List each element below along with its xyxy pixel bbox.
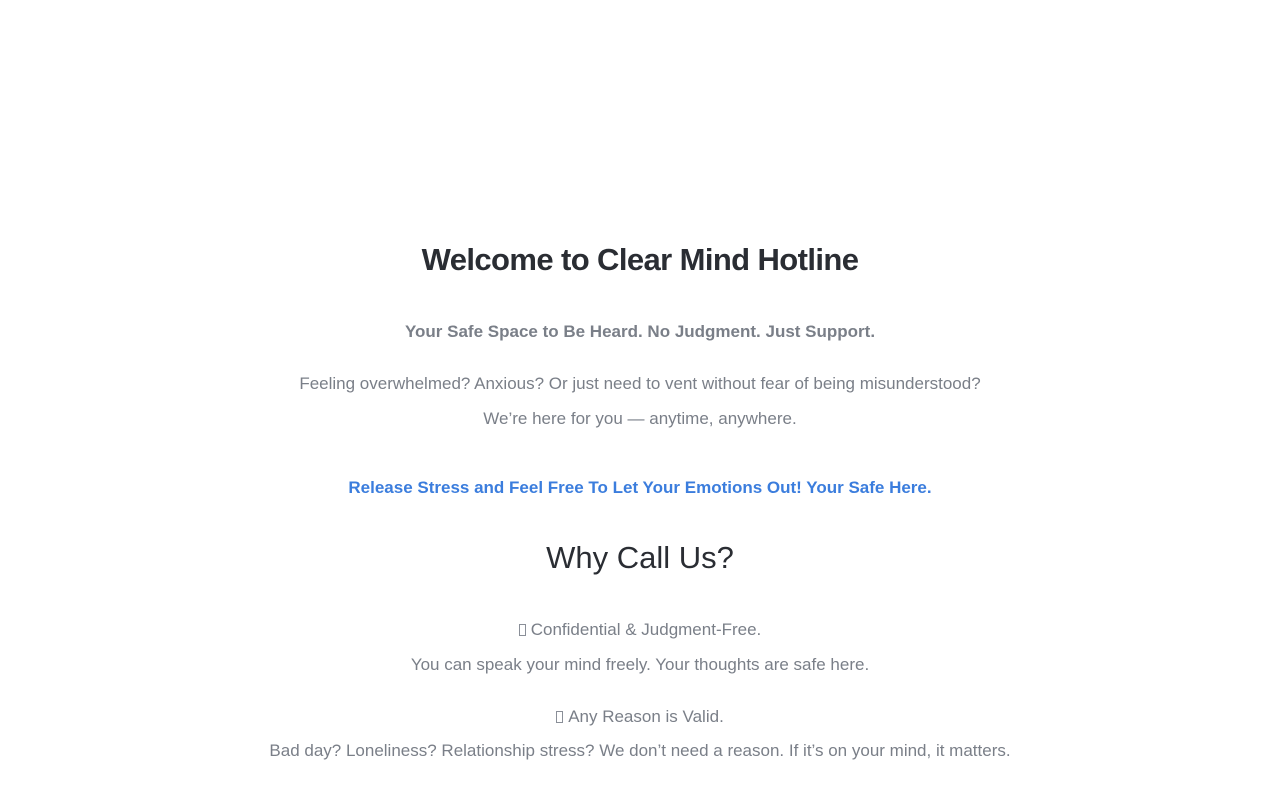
missing-glyph-icon bbox=[519, 624, 526, 636]
feature-confidential-description: You can speak your mind freely. Your thoughts are safe here. bbox=[410, 655, 870, 674]
intro-text-line-1: Feeling overwhelmed? Anxious? Or just need to vent without fear of being misunderstood? bbox=[299, 374, 981, 393]
page-title: Welcome to Clear Mind Hotline bbox=[421, 242, 859, 277]
feature-any-reason-title bbox=[0, 705, 1280, 729]
missing-glyph-icon bbox=[556, 711, 563, 723]
feature-confidential-title-text: Confidential & Judgment-Free. bbox=[530, 620, 762, 639]
tagline: Your Safe Space to Be Heard. No Judgment. Just Support. bbox=[404, 322, 876, 341]
feature-any-reason-title-text: Any Reason is Valid. bbox=[568, 707, 724, 726]
intro-text-line-2: We’re here for you — anytime, anywhere. bbox=[483, 409, 797, 428]
feature-any-reason-description: Bad day? Loneliness? Relationship stress? We don’t need a reason. If it’s on your mind, it matters. bbox=[269, 741, 1011, 760]
feature-confidential-title bbox=[0, 618, 1280, 642]
why-call-us-heading: Why Call Us? bbox=[546, 540, 734, 575]
release-stress-link[interactable]: Release Stress and Feel Free To Let Your Emotions Out! Your Safe Here. bbox=[348, 478, 932, 497]
